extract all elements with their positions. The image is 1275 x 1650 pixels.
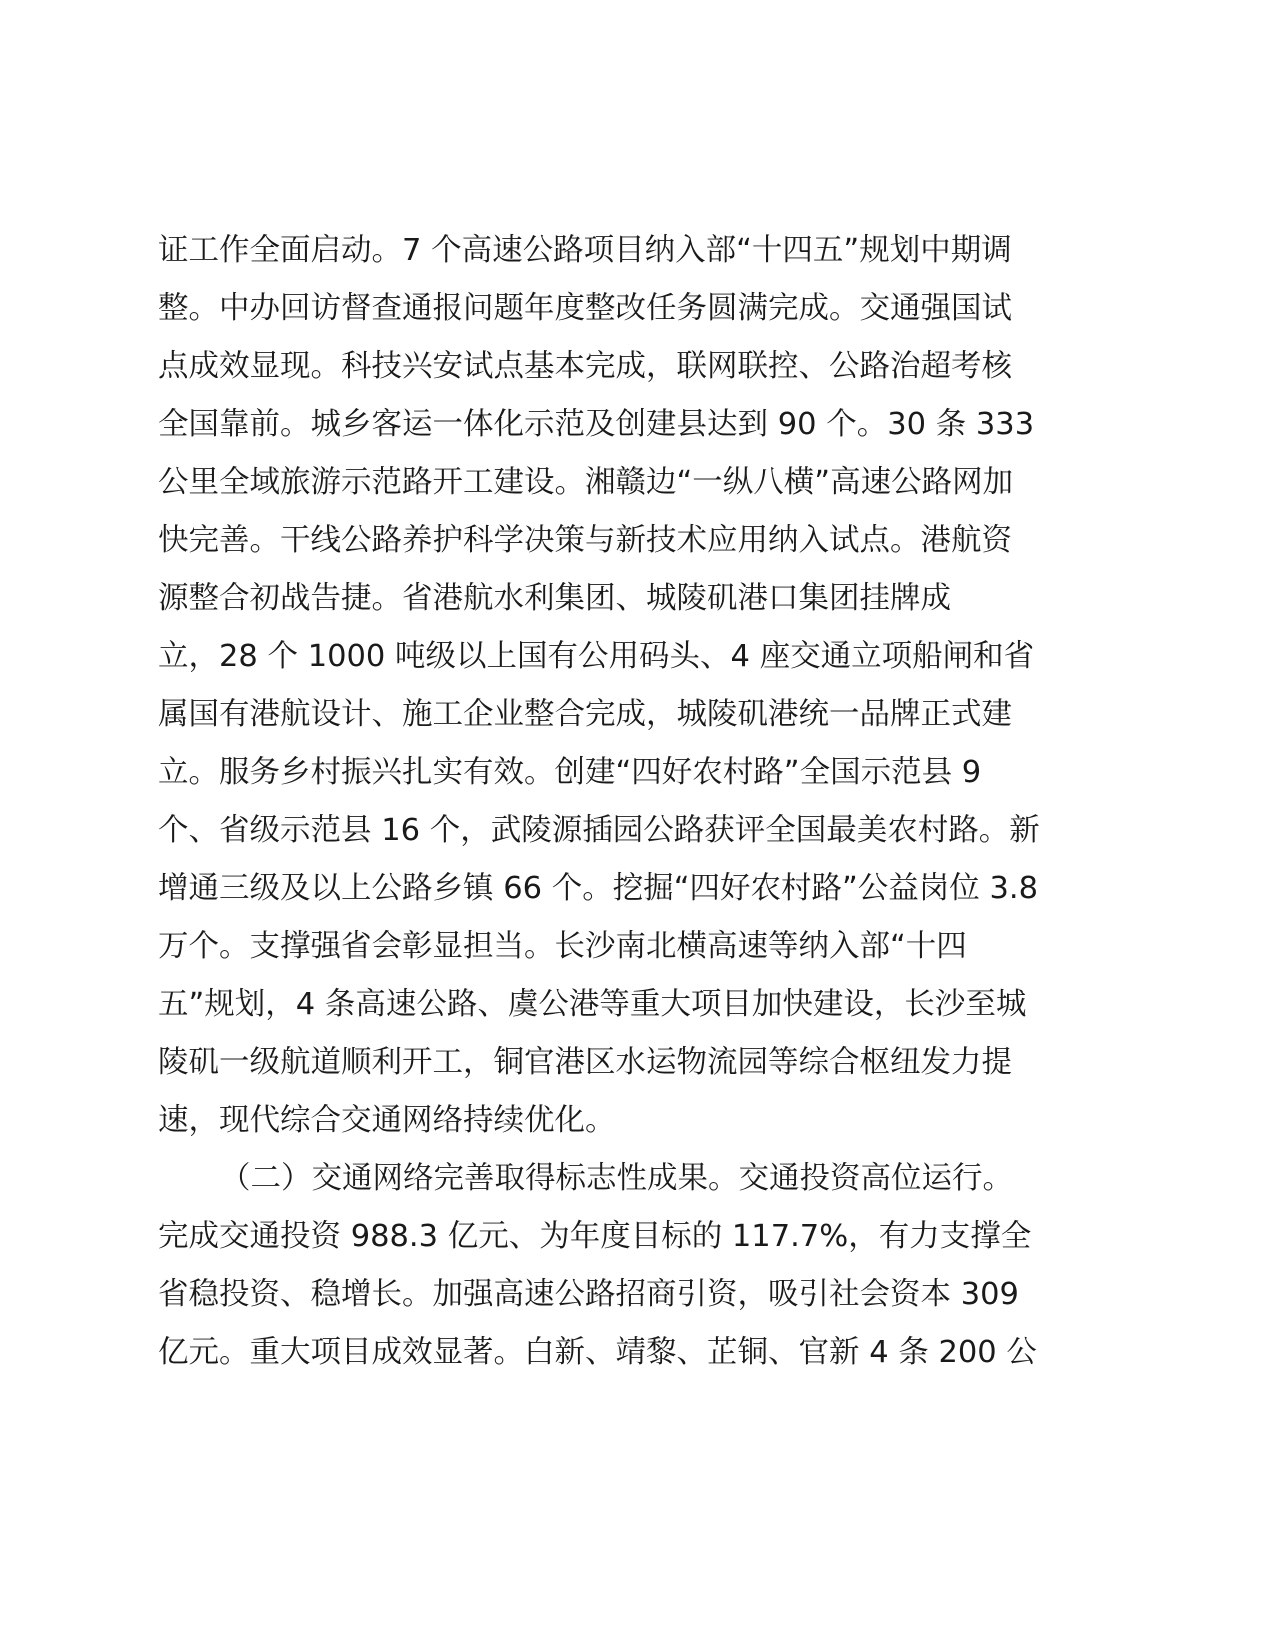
text-line-20: 亿元。重大项目成效显著。白新、靖黎、芷铜、官新 4 条 200 公 (158, 1335, 1037, 1370)
text-line-19: 省稳投资、稳增长。加强高速公路招商引资，吸引社会资本 309 (158, 1277, 1019, 1312)
text-line-11: 个、省级示范县 16 个，武陵源插园公路获评全国最美农村路。新 (158, 813, 1040, 848)
text-line-10: 立。服务乡村振兴扎实有效。创建“四好农村路”全国示范县 9 (158, 755, 982, 790)
text-line-13: 万个。支撑强省会彰显担当。长沙南北横高速等纳入部“十四 (158, 929, 967, 964)
text-line-16: 速，现代综合交通网络持续优化。 (158, 1103, 616, 1138)
text-line-8: 立，28 个 1000 吨级以上国有公用码头、4 座交通立项船闸和省 (158, 639, 1035, 674)
text-line-7: 源整合初战告捷。省港航水利集团、城陵矶港口集团挂牌成 (158, 581, 951, 616)
text-line-6: 快完善。干线公路养护科学决策与新技术应用纳入试点。港航资 (158, 523, 1012, 558)
text-line-14: 五”规划，4 条高速公路、虞公港等重大项目加快建设，长沙至城 (158, 987, 1027, 1022)
text-line-9: 属国有港航设计、施工企业整合完成，城陵矶港统一品牌正式建 (158, 697, 1012, 732)
text-line-2: 整。中办回访督查通报问题年度整改任务圆满完成。交通强国试 (158, 291, 1012, 326)
text-line-12: 增通三级及以上公路乡镇 66 个。挖掘“四好农村路”公益岗位 3.8 (158, 871, 1039, 906)
text-line-3: 点成效显现。科技兴安试点基本完成，联网联控、公路治超考核 (158, 349, 1012, 384)
text-line-18: 完成交通投资 988.3 亿元、为年度目标的 117.7%，有力支撑全 (158, 1219, 1032, 1254)
section-heading-line: （二）交通网络完善取得标志性成果。交通投资高位运行。 (220, 1161, 1013, 1196)
text-line-1: 证工作全面启动。7 个高速公路项目纳入部“十四五”规划中期调 (158, 233, 1012, 268)
text-line-4: 全国靠前。城乡客运一体化示范及创建县达到 90 个。30 条 333 (158, 407, 1035, 442)
text-line-5: 公里全域旅游示范路开工建设。湘赣边“一纵八横”高速公路网加 (158, 465, 1014, 500)
body-text (158, 222, 1078, 1382)
text-line-15: 陵矶一级航道顺利开工，铜官港区水运物流园等综合枢纽发力提 (158, 1045, 1012, 1080)
